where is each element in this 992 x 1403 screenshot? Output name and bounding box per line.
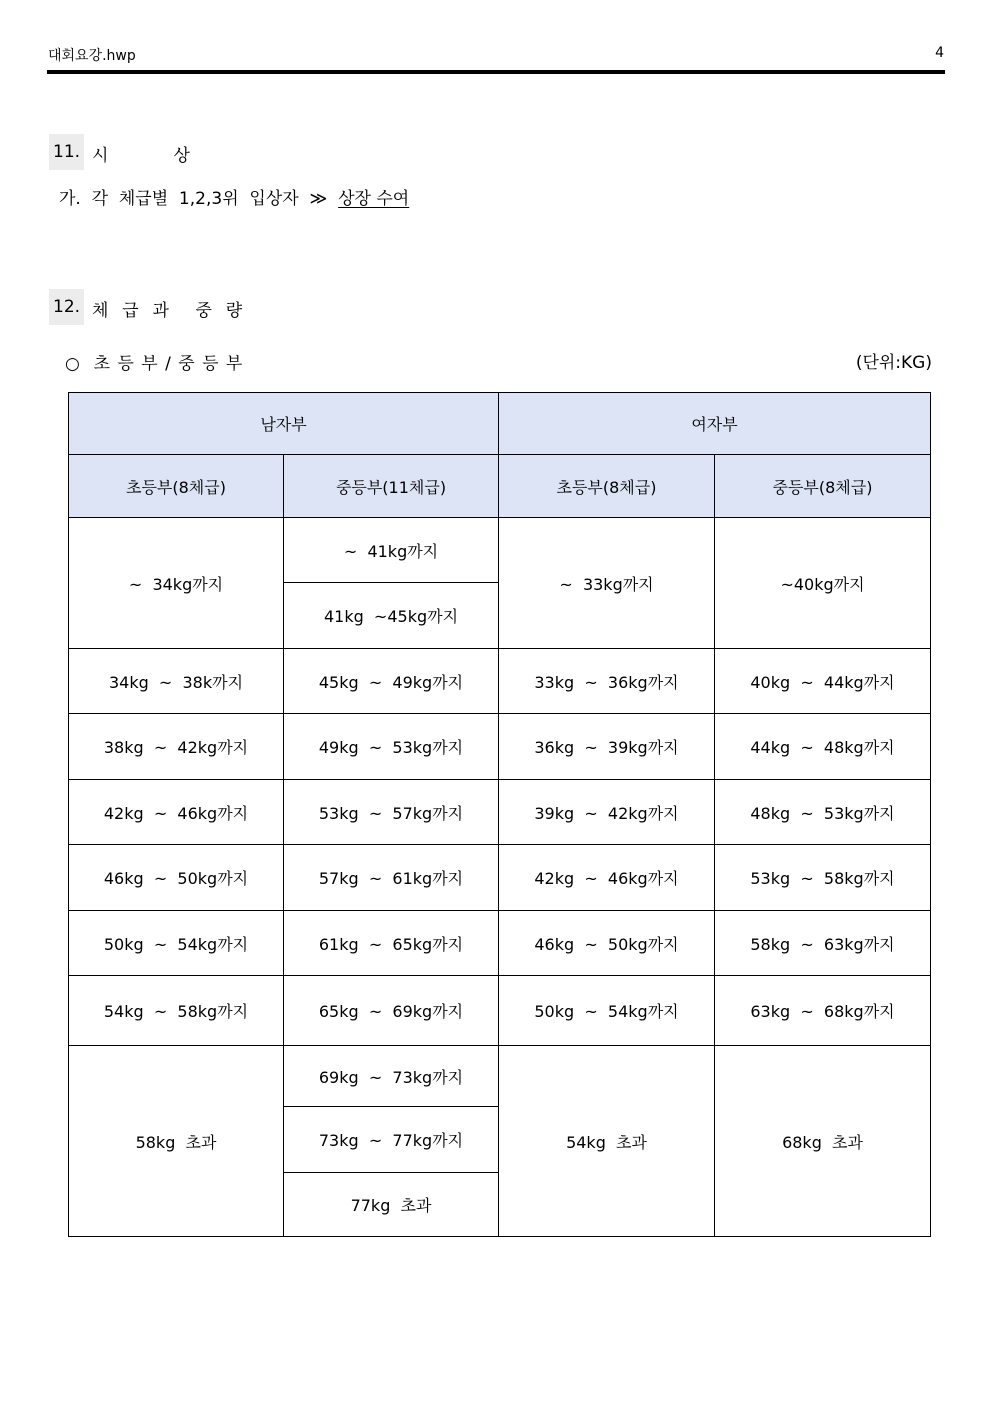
table-cell: 54kg 초과 bbox=[499, 1046, 715, 1237]
table-cell: ~ 41kg까지 bbox=[284, 518, 499, 583]
table-cell: 53kg ~ 57kg까지 bbox=[284, 780, 499, 845]
page-number: 4 bbox=[935, 45, 944, 61]
section-12-number: 12. bbox=[49, 289, 84, 325]
table-cell: 33kg ~ 36kg까지 bbox=[499, 649, 715, 714]
table-cell: 73kg ~ 77kg까지 bbox=[284, 1107, 499, 1173]
table-cell: 38kg ~ 42kg까지 bbox=[69, 714, 284, 780]
header-divider bbox=[47, 70, 945, 74]
table-cell: 48kg ~ 53kg까지 bbox=[715, 780, 931, 845]
table-cell: 61kg ~ 65kg까지 bbox=[284, 911, 499, 976]
table-cell: 40kg ~ 44kg까지 bbox=[715, 649, 931, 714]
document-filename: 대회요강.hwp bbox=[48, 48, 136, 64]
table-cell: 45kg ~ 49kg까지 bbox=[284, 649, 499, 714]
table-row bbox=[69, 393, 931, 455]
group-header-girls: 여자부 bbox=[499, 393, 931, 455]
col-header-girls-elementary: 초등부(8체급) bbox=[499, 455, 715, 518]
table-row bbox=[69, 976, 931, 1046]
award-line bbox=[59, 184, 409, 209]
table-cell: ~ 34kg까지 bbox=[69, 518, 284, 649]
table-cell: 42kg ~ 46kg까지 bbox=[69, 780, 284, 845]
award-emphasis: 상장 수여 bbox=[338, 189, 410, 209]
table-cell: 65kg ~ 69kg까지 bbox=[284, 976, 499, 1046]
table-cell: ~ 33kg까지 bbox=[499, 518, 715, 649]
col-header-boys-elementary: 초등부(8체급) bbox=[69, 455, 284, 518]
division-subtitle: ○ 초 등 부 / 중 등 부 bbox=[65, 354, 244, 374]
table-row bbox=[69, 714, 931, 780]
table-cell: 46kg ~ 50kg까지 bbox=[69, 845, 284, 911]
table-cell: 36kg ~ 39kg까지 bbox=[499, 714, 715, 780]
table-row bbox=[69, 649, 931, 714]
section-11-number: 11. bbox=[49, 134, 84, 170]
table-cell: 46kg ~ 50kg까지 bbox=[499, 911, 715, 976]
table-cell: 58kg 초과 bbox=[69, 1046, 284, 1237]
table-row bbox=[69, 455, 931, 518]
table-cell: 41kg ~45kg까지 bbox=[284, 583, 499, 649]
table-cell: 69kg ~ 73kg까지 bbox=[284, 1046, 499, 1107]
table-cell: 68kg 초과 bbox=[715, 1046, 931, 1237]
table-row bbox=[69, 1046, 931, 1107]
unit-label: (단위:KG) bbox=[855, 353, 932, 373]
table-cell: 58kg ~ 63kg까지 bbox=[715, 911, 931, 976]
award-line-text: 가. 각 체급별 1,2,3위 입상자 ≫ bbox=[59, 189, 339, 209]
table-cell: 49kg ~ 53kg까지 bbox=[284, 714, 499, 780]
section-11-title: 시 상 bbox=[92, 146, 191, 166]
table-cell: 39kg ~ 42kg까지 bbox=[499, 780, 715, 845]
table-row bbox=[69, 911, 931, 976]
section-12-title: 체 급 과 중 량 bbox=[92, 301, 244, 321]
weight-class-table bbox=[68, 392, 931, 1237]
table-row bbox=[69, 780, 931, 845]
col-header-girls-middle: 중등부(8체급) bbox=[715, 455, 931, 518]
table-cell: 44kg ~ 48kg까지 bbox=[715, 714, 931, 780]
col-header-boys-middle: 중등부(11체급) bbox=[284, 455, 499, 518]
table-cell: 42kg ~ 46kg까지 bbox=[499, 845, 715, 911]
table-cell: ~40kg까지 bbox=[715, 518, 931, 649]
table-row bbox=[69, 518, 931, 583]
group-header-boys: 남자부 bbox=[69, 393, 499, 455]
table-cell: 57kg ~ 61kg까지 bbox=[284, 845, 499, 911]
table-cell: 54kg ~ 58kg까지 bbox=[69, 976, 284, 1046]
table-cell: 50kg ~ 54kg까지 bbox=[69, 911, 284, 976]
table-row bbox=[69, 845, 931, 911]
table-cell: 53kg ~ 58kg까지 bbox=[715, 845, 931, 911]
table-cell: 63kg ~ 68kg까지 bbox=[715, 976, 931, 1046]
table-cell: 77kg 초과 bbox=[284, 1173, 499, 1237]
table-cell: 50kg ~ 54kg까지 bbox=[499, 976, 715, 1046]
table-cell: 34kg ~ 38k까지 bbox=[69, 649, 284, 714]
